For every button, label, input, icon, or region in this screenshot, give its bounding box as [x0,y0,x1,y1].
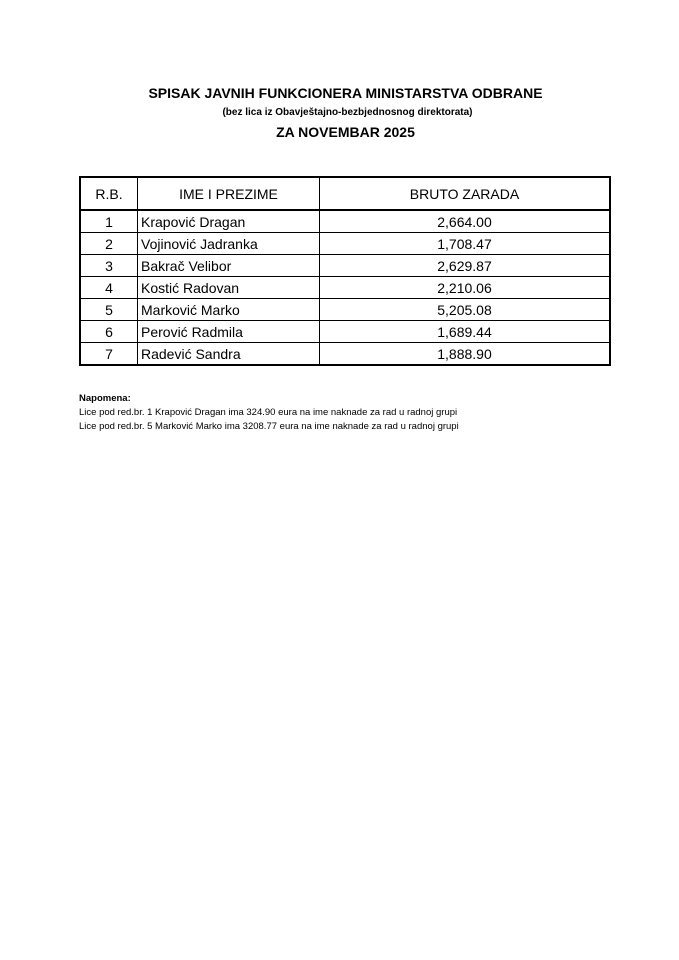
table-header-row [80,177,610,210]
table-row [80,321,610,343]
row-name: Krapović Dragan [138,210,320,233]
row-name: Marković Marko [138,299,320,321]
row-number: 5 [80,299,138,321]
row-number: 6 [80,321,138,343]
table-row [80,210,610,233]
officials-table [79,176,611,366]
row-bruto: 2,664.00 [320,210,611,233]
notes-label: Napomena: [79,393,131,404]
row-bruto: 5,205.08 [320,299,611,321]
document-title: SPISAK JAVNIH FUNKCIONERA MINISTARSTVA ODBRANE [148,85,543,101]
row-number: 1 [80,210,138,233]
document-period: ZA NOVEMBAR 2025 [276,124,415,140]
table-row [80,343,610,366]
row-bruto: 1,689.44 [320,321,611,343]
row-bruto: 2,629.87 [320,255,611,277]
row-number: 4 [80,277,138,299]
row-name: Perović Radmila [138,321,320,343]
column-header-bruto: BRUTO ZARADA [320,177,611,210]
row-number: 2 [80,233,138,255]
column-header-rb: R.B. [80,177,138,210]
table-row [80,277,610,299]
document-subtitle: (bez lica iz Obavještajno-bezbjednosnog direktorata) [222,107,473,118]
row-bruto: 1,888.90 [320,343,611,366]
row-bruto: 1,708.47 [320,233,611,255]
row-number: 7 [80,343,138,366]
table-row [80,233,610,255]
column-header-name: IME I PREZIME [138,177,320,210]
note-line: Lice pod red.br. 5 Marković Marko ima 3208.77 eura na ime naknade za rad u radnoj grupi [79,421,459,432]
row-bruto: 2,210.06 [320,277,611,299]
notes-section [79,392,459,434]
row-name: Vojinović Jadranka [138,233,320,255]
row-name: Radević Sandra [138,343,320,366]
row-number: 3 [80,255,138,277]
table-row [80,299,610,321]
row-name: Bakrač Velibor [138,255,320,277]
table-row [80,255,610,277]
row-name: Kostić Radovan [138,277,320,299]
note-line: Lice pod red.br. 1 Krapović Dragan ima 324.90 eura na ime naknade za rad u radnoj grupi [79,407,458,418]
